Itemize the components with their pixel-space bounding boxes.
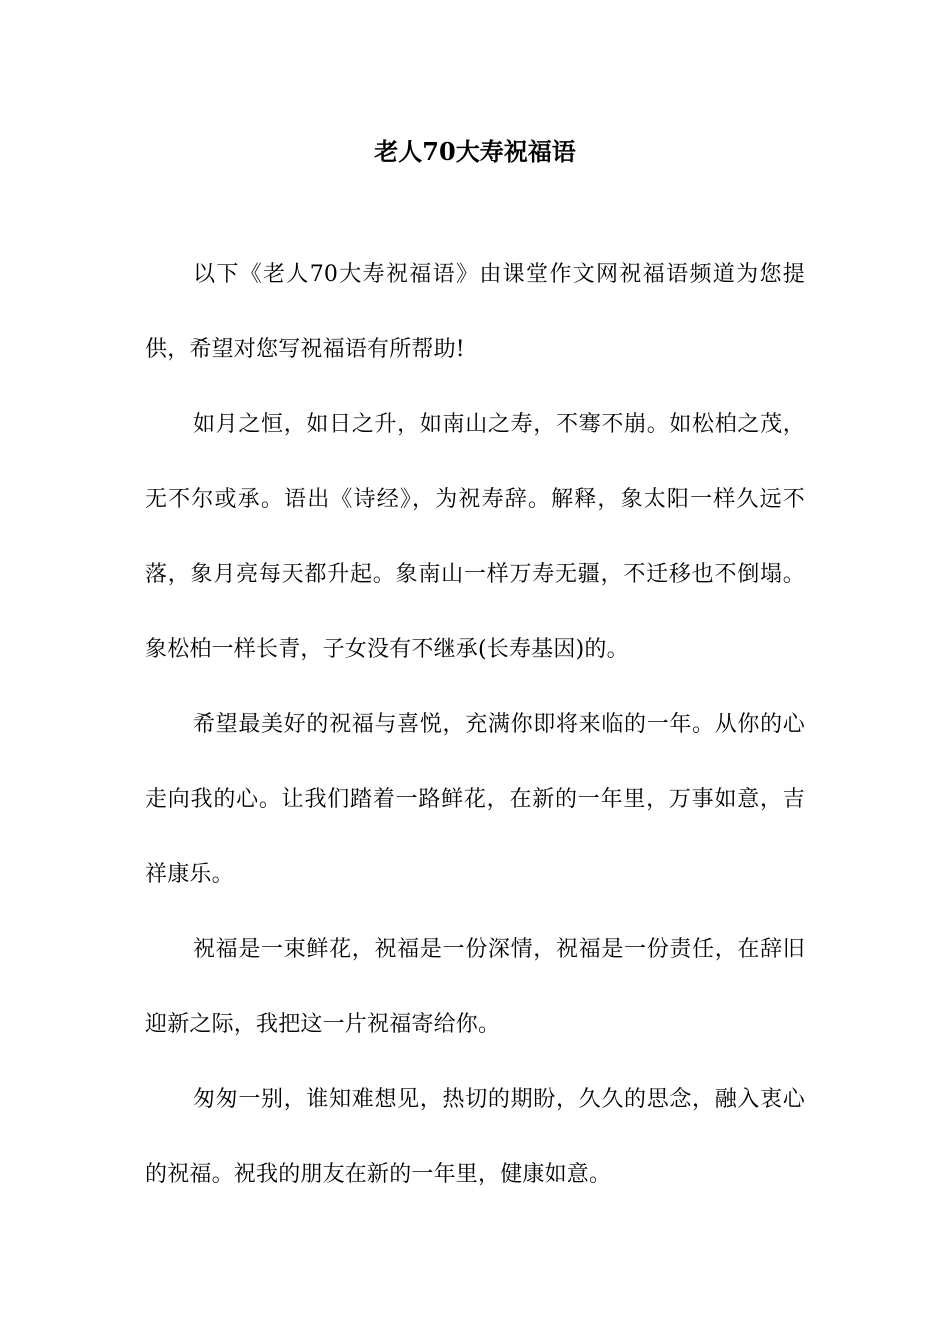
paragraph-intro: 以下《老人70大寿祝福语》由课堂作文网祝福语频道为您提供，希望对您写祝福语有所帮助!: [145, 262, 805, 362]
paragraph-blessing: 祝福是一束鲜花，祝福是一份深情，祝福是一份责任，在辞旧迎新之际，我把这一片祝福寄给你。: [145, 937, 805, 1037]
document-body: [145, 237, 805, 1212]
document-title: 老人70大寿祝福语: [374, 137, 576, 166]
paragraph-blessing: 匆匆一别，谁知难想见，热切的期盼，久久的思念，融入衷心的祝福。祝我的朋友在新的一年里，健康如意。: [145, 1087, 805, 1187]
paragraph-blessing: 如月之恒，如日之升，如南山之寿，不骞不崩。如松柏之茂，无不尔或承。语出《诗经》，为祝寿辞。解释，象太阳一样久远不落，象月亮每天都升起。象南山一样万寿无疆，不迁移也不倒塌。象松柏一样长青，子女没有不继承(长寿基因)的。: [145, 412, 805, 662]
paragraph-blessing: 希望最美好的祝福与喜悦，充满你即将来临的一年。从你的心走向我的心。让我们踏着一路鲜花，在新的一年里，万事如意，吉祥康乐。: [145, 712, 805, 887]
